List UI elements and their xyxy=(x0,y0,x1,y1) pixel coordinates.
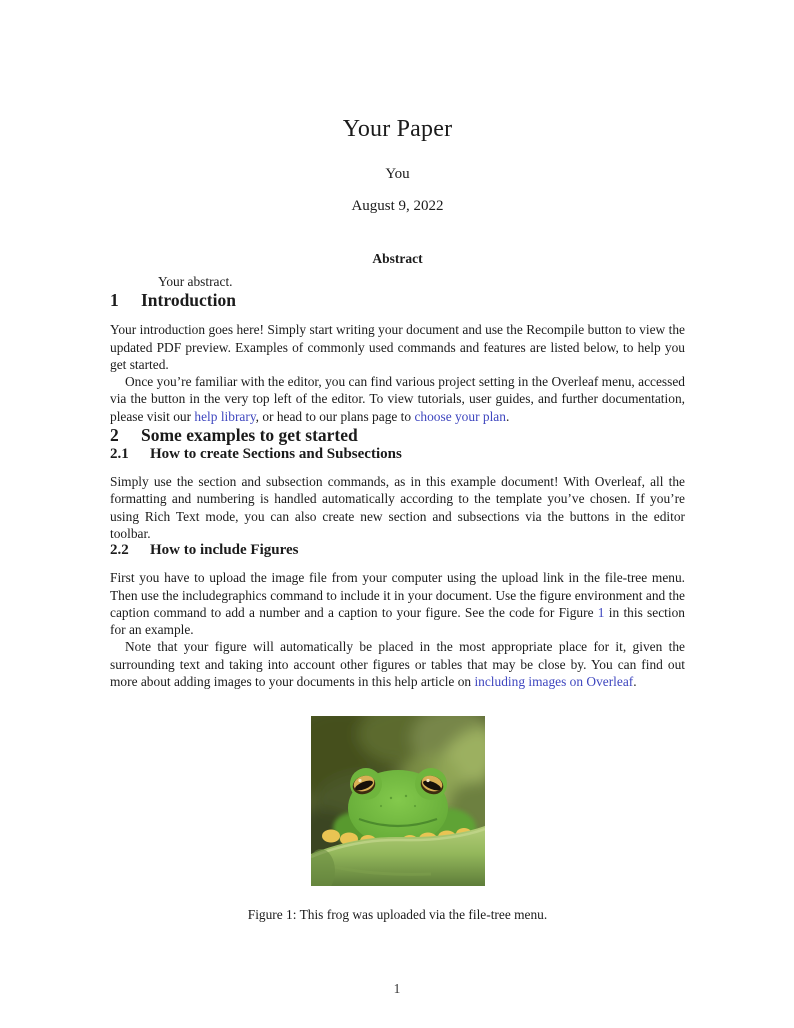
paragraph-text: First you have to upload the image file from your computer using the upload link in the file-tree menu. Then use the includegraphics command to include it in your document. Use the figure environment and the caption command to add a number and a caption to your figure. See the code for Figure xyxy=(110,570,685,620)
paper-title: Your Paper xyxy=(342,116,453,142)
figure-1-reference-link[interactable]: 1 xyxy=(597,604,605,620)
intro-paragraph-1: Your introduction goes here! Simply start writing your document and use the Recompile button to view the updated PDF preview. Examples of commonly used commands and features are listed below, to help you get started. xyxy=(110,322,685,372)
subsection-heading-sections xyxy=(110,446,685,463)
section-title: Introduction xyxy=(141,290,236,311)
subsection-number: 2.1 xyxy=(110,446,129,463)
including-images-link[interactable]: including images on Overleaf xyxy=(474,674,634,690)
section-title: Some examples to get started xyxy=(141,425,358,446)
paragraph-text: , or head to our plans page to xyxy=(255,408,415,424)
paragraph-text: in this section for an example. xyxy=(110,604,685,638)
subsection-title: How to include Figures xyxy=(150,542,299,559)
paper-date: August 9, 2022 xyxy=(351,198,444,214)
page-number: 1 xyxy=(393,981,401,996)
sections-paragraph: Simply use the section and subsection commands, as in this example document! With Overleaf, all the formatting and numbering is handled automatically according to the template you’ve chosen. If you’re using Rich Text mode, you can also create new section and subsections via the buttons in the editor toolbar. xyxy=(110,474,685,541)
paragraph-text: Once you’re familiar with the editor, you can find various project setting in the Overleaf menu, accessed via the button in the very top left of the editor. To view tutorials, user guides, and further documentation, please visit our xyxy=(110,374,685,424)
section-number: 2 xyxy=(110,425,119,446)
subsection-title: How to create Sections and Subsections xyxy=(150,446,402,463)
abstract-text: Your abstract. xyxy=(158,274,233,289)
text-column xyxy=(110,0,685,923)
subsection-heading-figures xyxy=(110,542,685,559)
frog-photo xyxy=(311,716,485,886)
abstract-heading: Abstract xyxy=(372,251,423,266)
figures-paragraph-1 xyxy=(110,569,685,638)
figures-paragraph-2 xyxy=(110,638,685,690)
paragraph-text: Note that your figure will automatically be placed in the most appropriate place for it, given the surrounding text and taking into account other figures or tables that may be close by. You can find out more about adding images to your documents in this help article on xyxy=(110,639,685,690)
section-heading-examples xyxy=(110,425,685,446)
figure-1 xyxy=(110,716,685,886)
paper-author: You xyxy=(385,166,410,182)
paragraph-text: . xyxy=(505,408,510,424)
help-library-link[interactable]: help library xyxy=(194,408,256,424)
figure-caption: Figure 1: This frog was uploaded via the file-tree menu. xyxy=(247,907,548,923)
subsection-number: 2.2 xyxy=(110,542,129,559)
intro-paragraph-2 xyxy=(110,373,685,425)
section-heading-introduction xyxy=(110,290,685,311)
choose-your-plan-link[interactable]: choose your plan xyxy=(414,408,506,424)
section-number: 1 xyxy=(110,290,119,311)
paragraph-text: . xyxy=(633,674,637,690)
